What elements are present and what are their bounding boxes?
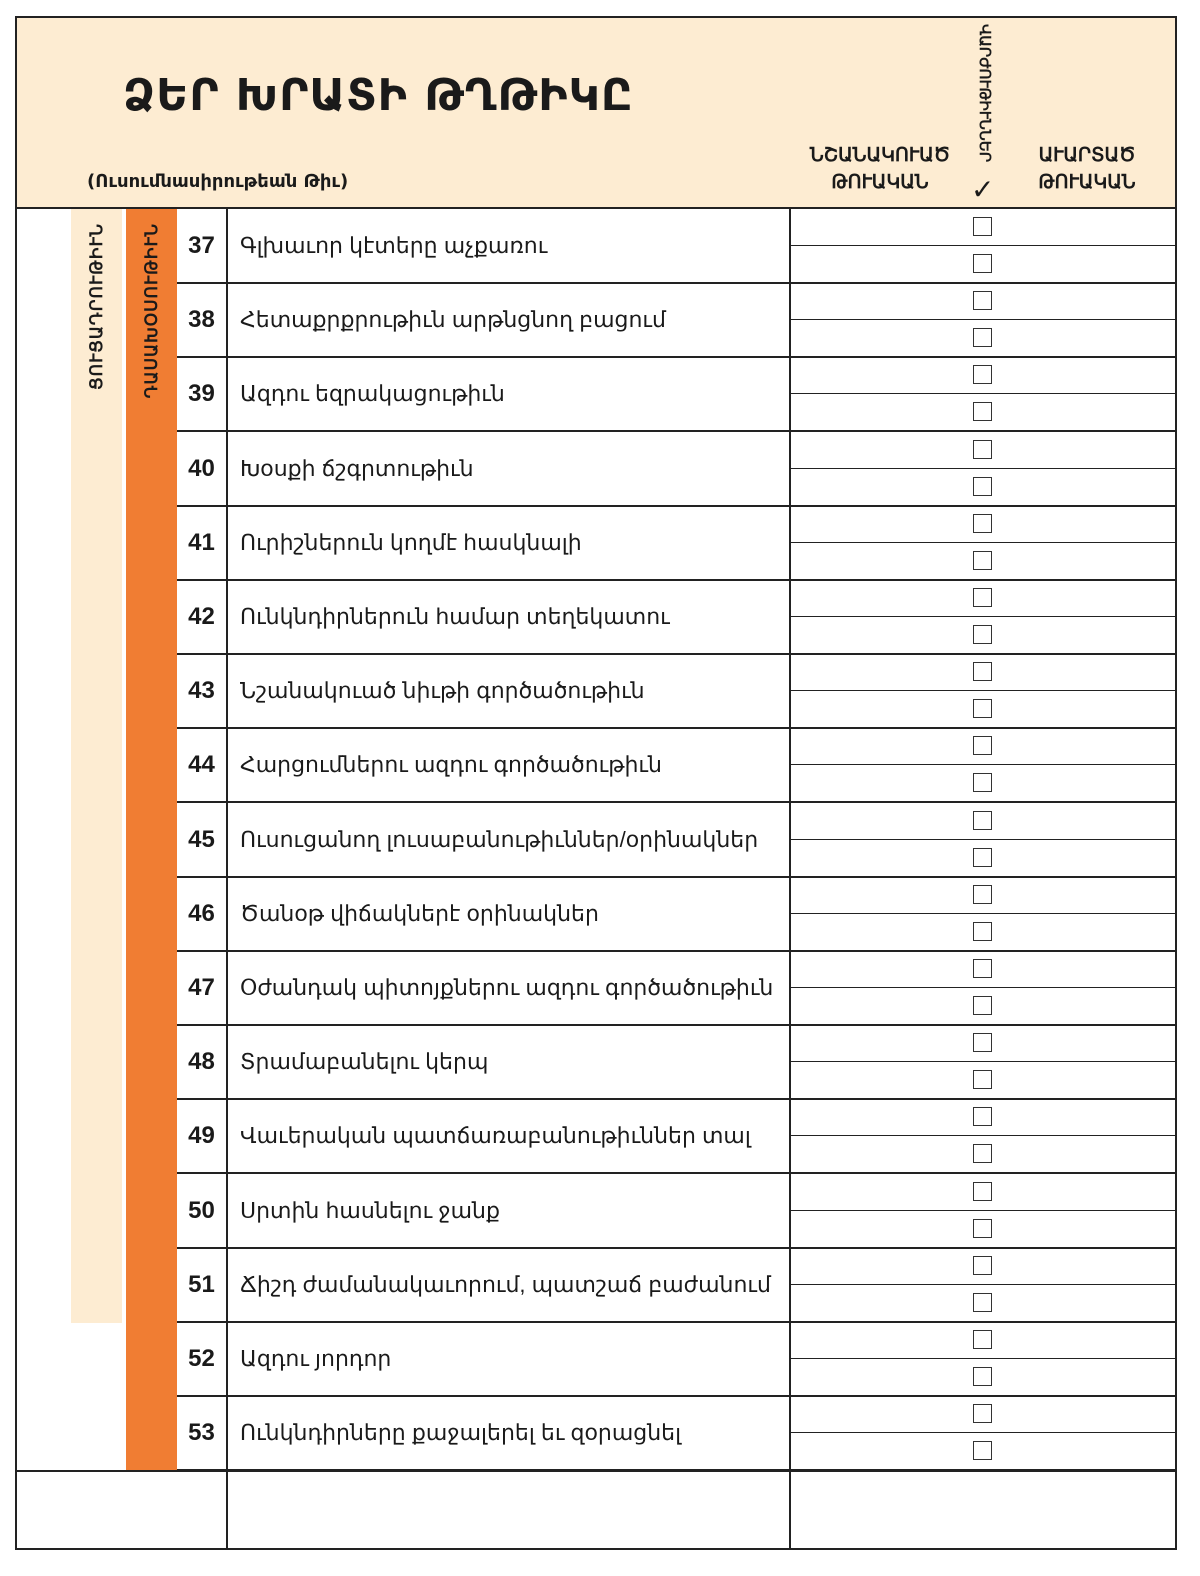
lesson-row [177,209,1175,283]
row-divider [789,1135,1175,1136]
exercise-checkbox[interactable] [973,773,992,792]
row-divider [789,393,1175,394]
lesson-row [177,580,1175,654]
lesson-number: 53 [188,1419,215,1447]
divider [226,209,228,1548]
exercise-checkbox[interactable] [973,1293,992,1312]
lesson-row [177,1174,1175,1248]
lesson-row [177,506,1175,580]
lesson-row [177,1322,1175,1396]
lesson-number: 39 [188,380,215,408]
row-divider [789,542,1175,543]
exercise-checkbox[interactable] [973,1404,992,1423]
lesson-title: Գլխաւոր կէտերը աչքառու [240,233,548,258]
exercise-checkbox[interactable] [973,1107,992,1126]
exercise-checkbox[interactable] [973,1256,992,1275]
lesson-title: Ուրիշներուն կողմէ հասկնալի [240,529,582,555]
exercise-checkbox[interactable] [973,1070,992,1089]
checkmark-icon: ✓ [971,173,995,206]
exercise-checkbox[interactable] [973,402,992,421]
divider [789,209,791,1548]
lesson-row [177,654,1175,728]
lesson-title: Ունկնդիրները քաջալերել եւ զօրացնել [240,1420,682,1446]
planned-date-header: ՆՇԱՆԱԿՈՒԱԾ ԹՈՒԱԿԱՆ [809,145,951,193]
exercise-checkbox[interactable] [973,588,992,607]
divider [17,1470,1175,1472]
completed-date-header: ԱՒԱՐՏԱԾ ԹՈՒԱԿԱՆ [1038,145,1136,193]
exercise-checkbox[interactable] [973,625,992,644]
counsel-form [15,16,1177,1550]
presentation-band [71,209,122,1323]
exercise-checkbox[interactable] [973,848,992,867]
lesson-title: Հետաքրքրութիւն արթնցնող բացում [240,307,666,333]
lesson-row [177,1025,1175,1099]
lesson-number: 49 [188,1122,215,1150]
lesson-title: Ունկնդիրներուն համար տեղեկատու [240,604,670,629]
lesson-title: Սրտին հասնելու ջանք [240,1197,500,1223]
lesson-row [177,951,1175,1025]
row-divider [789,1284,1175,1285]
exercise-checkbox[interactable] [973,662,992,681]
lesson-title: Օժանդակ պիտոյքներու ազդու գործածութիւն [240,975,774,1000]
exercise-checkbox[interactable] [973,1441,992,1460]
row-divider [789,1061,1175,1062]
form-header [17,18,1175,209]
lesson-title: Հարցումներու ազդու գործածութիւն [240,752,662,778]
row-divider [789,616,1175,617]
exercise-checkbox[interactable] [973,477,992,496]
lesson-row [177,1396,1175,1470]
lesson-number: 47 [188,974,215,1001]
lesson-row [177,283,1175,357]
row-divider [789,319,1175,320]
exercise-checkbox[interactable] [973,1330,992,1349]
exercise-checkbox[interactable] [973,885,992,904]
row-divider [789,913,1175,914]
row-divider [789,839,1175,840]
lesson-row [177,1248,1175,1322]
lesson-number: 44 [188,751,215,779]
lesson-number: 43 [188,677,215,705]
presentation-band-label: ՑՈՒՑԱԴՐՈՒԹԻՒՆ [87,223,106,390]
row-divider [789,764,1175,765]
lesson-number: 52 [188,1345,215,1372]
lesson-title: Ազդու յորդոր [240,1346,392,1371]
lesson-number: 48 [188,1048,215,1076]
row-divider [789,987,1175,988]
exercise-checkbox[interactable] [973,328,992,347]
row-divider [789,1432,1175,1433]
exercise-checkbox[interactable] [973,291,992,310]
talk-band-label: ԴԱՍԱԽՕՍՈՒԹԻՒՆ [142,223,161,399]
lesson-title: Ազդու եզրակացութիւն [240,381,505,407]
lesson-number: 42 [188,603,215,630]
lesson-number: 45 [188,825,215,853]
lesson-title: Ծանօթ վիճակներէ օրինակներ [240,900,599,926]
row-divider [789,1210,1175,1211]
exercises-header-label: ՎԱՐԺՈՒԹԻՒՆՆԵՐ [976,24,993,163]
exercise-checkbox[interactable] [973,1033,992,1052]
exercise-checkbox[interactable] [973,1182,992,1201]
talk-band [126,209,177,1472]
exercise-checkbox[interactable] [973,217,992,236]
lesson-number: 37 [188,232,215,259]
exercise-checkbox[interactable] [973,1219,992,1238]
exercise-checkbox[interactable] [973,1144,992,1163]
lesson-number: 38 [188,306,215,334]
exercise-checkbox[interactable] [973,922,992,941]
lesson-number: 46 [188,899,215,927]
lesson-row [177,877,1175,951]
lesson-title: Տրամաբանելու կերպ [240,1049,489,1075]
exercise-checkbox[interactable] [973,959,992,978]
exercise-checkbox[interactable] [973,811,992,830]
exercise-checkbox[interactable] [973,365,992,384]
exercise-checkbox[interactable] [973,996,992,1015]
form-title: ՁԵՐ ԽՐԱՏԻ ԹՂԹԻԿԸ [123,70,634,121]
row-divider [789,468,1175,469]
lesson-title: Խօսքի ճշգրտութիւն [240,455,474,481]
exercise-checkbox[interactable] [973,699,992,718]
exercise-checkbox[interactable] [973,254,992,273]
row-divider [789,1358,1175,1359]
lesson-number: 50 [188,1196,215,1224]
exercise-checkbox[interactable] [973,1367,992,1386]
exercise-checkbox[interactable] [973,440,992,459]
lesson-title: Ուսուցանող լուսաբանութիւններ/օրինակներ [240,826,759,852]
lesson-row [177,803,1175,877]
lesson-row [177,357,1175,431]
lesson-number: 40 [188,454,215,482]
study-number-label: (Ուսումնասիրութեան Թիւ) [87,171,349,192]
exercise-checkbox[interactable] [973,736,992,755]
row-divider [789,245,1175,246]
lesson-title: Ճիշդ ժամանակաւորում, պատշաճ բաժանում [240,1271,771,1297]
lesson-number: 51 [188,1270,215,1298]
lesson-row [177,1099,1175,1173]
lesson-title: Նշանակուած նիւթի գործածութիւն [240,678,645,704]
exercise-checkbox[interactable] [973,514,992,533]
lesson-row [177,728,1175,802]
lesson-row [177,432,1175,506]
lesson-number: 41 [188,528,215,556]
lesson-title: Վաւերական պատճառաբանութիւններ տալ [240,1123,751,1149]
row-divider [789,690,1175,691]
exercise-checkbox[interactable] [973,551,992,570]
